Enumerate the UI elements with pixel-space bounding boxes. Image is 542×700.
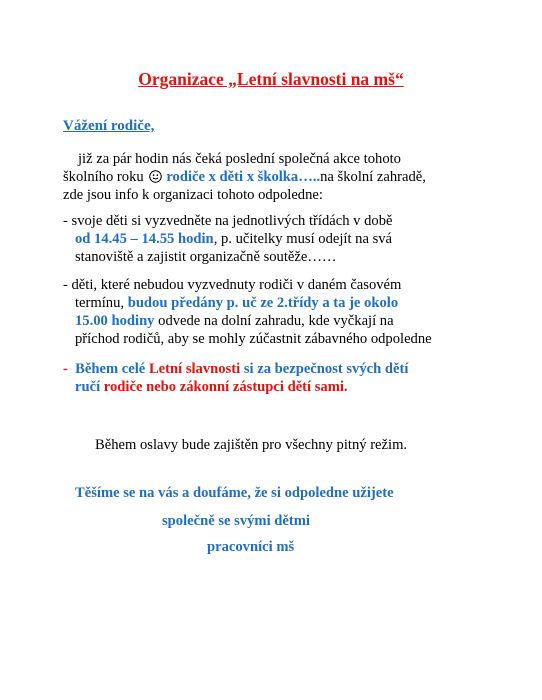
closing-line-2: společně se svými dětmi xyxy=(162,513,310,529)
item3-line-2 xyxy=(75,378,348,396)
item2-line-3 xyxy=(75,312,394,330)
item3-text-c: si za bezpečnost svých dětí xyxy=(243,361,409,377)
intro-line-3: zde jsou info k organizaci tohoto odpoledne: xyxy=(63,187,323,203)
closing-signature: pracovníci mš xyxy=(207,539,295,555)
item2-line-1: - děti, které nebudou vyzvednuty rodiči v daném časovém xyxy=(63,277,402,293)
item2-line-4: příchod rodičů, aby se mohly zúčastnit zábavného odpoledne xyxy=(75,331,432,347)
item2-text-2: odvede na dolní zahradu, kde vyčkají na xyxy=(158,313,394,329)
greeting: Vážení rodiče, xyxy=(63,118,155,134)
item3-dash: - xyxy=(63,361,68,377)
drinks-note: Během oslavy bude zajištěn pro všechny pitný režim. xyxy=(95,437,408,453)
item1-line-3: stanoviště a zajistit organizačně soutěže…… xyxy=(75,249,337,265)
item1-line-2 xyxy=(75,230,392,248)
item2-text: termínu, xyxy=(75,295,125,311)
item2-line-2 xyxy=(75,294,398,312)
intro-line-1: již za pár hodin nás čeká poslední společná akce tohoto xyxy=(78,151,401,167)
intro-line-2 xyxy=(63,168,426,186)
document-title: Organizace „Letní slavnosti na mš“ xyxy=(138,69,404,89)
intro-highlight: rodiče x děti x školka….. xyxy=(166,169,321,185)
item2-time: 15.00 hodiny xyxy=(75,313,155,329)
item1-text: , p. učitelky musí odejít na svá xyxy=(213,231,393,247)
item3-responsibility: rodiče nebo zákonní zástupci dětí sami. xyxy=(103,379,348,395)
intro-text: školního roku xyxy=(63,169,144,185)
item1-time: od 14.45 – 14.55 hodin xyxy=(75,231,214,247)
item1-line-1: - svoje děti si vyzvedněte na jednotlivých třídách v době xyxy=(63,213,393,229)
item2-highlight: budou předány p. uč ze 2.třídy a ta je okolo xyxy=(127,295,399,311)
item3-line-1 xyxy=(63,360,408,378)
smiley-face-icon xyxy=(149,170,162,183)
item3-text-a: Během celé xyxy=(75,361,146,377)
item3-event-name: Letní slavnosti xyxy=(148,361,241,377)
item3-text-d: ručí xyxy=(75,379,101,395)
closing-line-1: Těšíme se na vás a doufáme, že si odpoledne užijete xyxy=(75,485,394,501)
intro-text-end: na školní zahradě, xyxy=(320,169,426,185)
